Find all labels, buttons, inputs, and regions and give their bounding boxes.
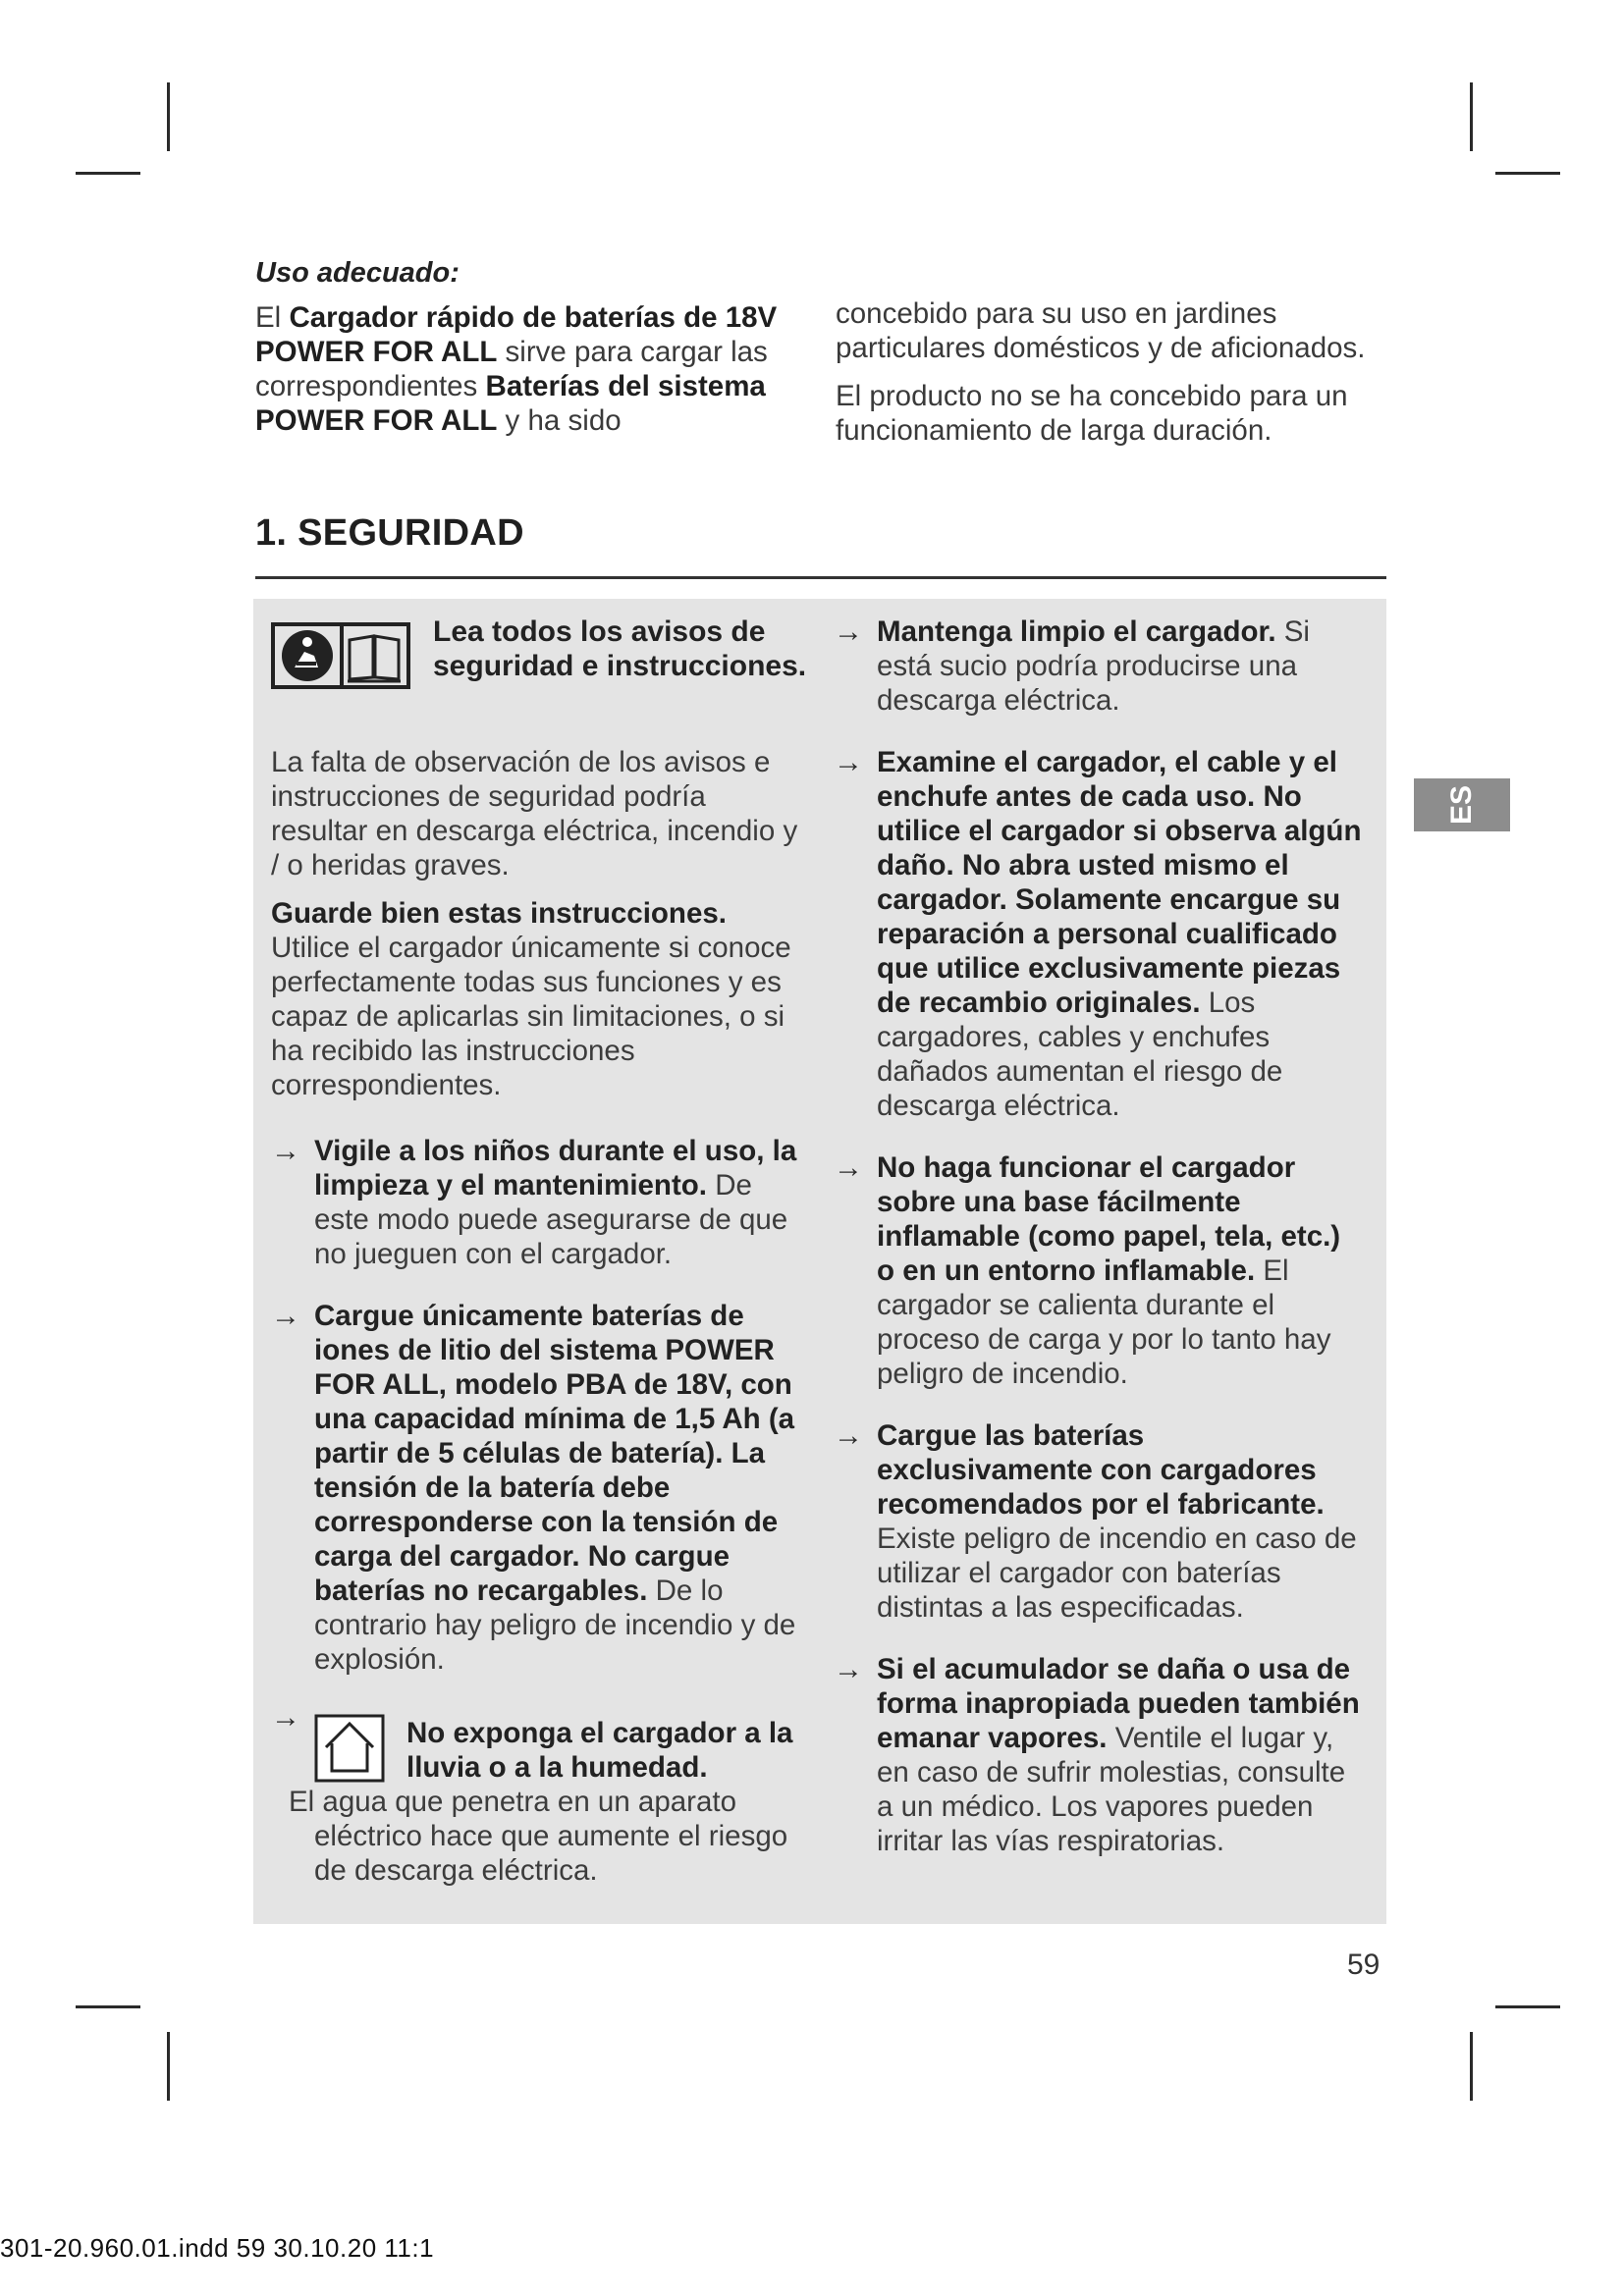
crop-mark	[76, 2005, 140, 2008]
arrow-icon: →	[834, 1151, 863, 1184]
arrow-icon: →	[271, 1701, 300, 1734]
intro-paragraph: El producto no se ha concebido para un funcionamiento de larga duración.	[836, 380, 1348, 447]
crop-mark	[76, 172, 140, 175]
warning-paragraph: La falta de observación de los avisos e instrucciones de seguridad podría resultar en descarga eléctrica, incendio y / o heridas graves.	[271, 746, 798, 881]
intro-paragraph: El Cargador rápido de baterías de 18V POWER FOR ALL sirve para cargar las correspondientes Baterías del sistema POWER FOR ALL y ha sido	[255, 301, 778, 437]
arrow-icon: →	[271, 1135, 300, 1167]
warning-title: Lea todos los avisos de seguridad e instrucciones.	[433, 615, 807, 682]
crop-mark	[1470, 2032, 1473, 2101]
intro-paragraph: concebido para su uso en jardines particulares domésticos y de aficionados.	[836, 297, 1366, 364]
read-instructions-warning	[271, 614, 809, 727]
rain-warning-title: No exponga el cargador a la lluvia o a la humedad.	[406, 1717, 793, 1784]
manual-icons	[271, 622, 410, 697]
page-number: 59	[1347, 1949, 1380, 1981]
safety-left-column	[271, 614, 809, 1888]
safety-item: → No haga funcionar el cargador sobre una base fácilmente inflamable (como papel, tela, etc.) o en un entorno inflamable. El cargador se calienta durante el proceso de carga y por lo tanto hay peligro de incendio.	[834, 1151, 1341, 1390]
print-footer: 301-20.960.01.indd 59 30.10.20 11:1	[0, 2233, 435, 2263]
section-divider	[255, 576, 1386, 579]
arrow-icon: →	[834, 1653, 863, 1685]
keep-instructions-paragraph: Guarde bien estas instrucciones. Utilice el cargador únicamente si conoce perfectamente todas sus funciones y es capaz de aplicarlas sin limitaciones, o si ha recibido las instrucciones correspondientes.	[271, 897, 791, 1101]
arrow-icon: →	[834, 1419, 863, 1452]
safety-item: → Cargue únicamente baterías de iones de litio del sistema POWER FOR ALL, modelo PBA de 18V, con una capacidad mínima de 1,5 Ah (a partir de 5 células de batería). La tensión de la batería debe corresponderse con la tensión de carga del cargador. No cargue baterías no recargables. De lo contrario hay peligro de incendio y de explosión.	[271, 1300, 796, 1676]
safety-right-column	[834, 614, 1364, 1886]
arrow-icon: →	[271, 1300, 300, 1332]
rain-warning-item	[271, 1701, 809, 1888]
arrow-icon: →	[834, 746, 863, 778]
safety-item: → Mantenga limpio el cargador. Si está sucio podría producirse una descarga eléctrica.	[834, 615, 1310, 717]
intro-right-column	[836, 296, 1385, 461]
section-title: 1. SEGURIDAD	[255, 512, 524, 554]
intro-left-column	[255, 300, 805, 452]
language-tab: ES	[1414, 778, 1510, 831]
read-manual-icon	[271, 622, 410, 689]
rain-warning-text: El agua que penetra en un aparato eléctrico hace que aumente el riesgo de descarga eléctrica.	[289, 1786, 788, 1887]
intro-heading: Uso adecuado:	[255, 257, 460, 289]
crop-mark	[167, 2032, 170, 2101]
safety-item: → Vigile a los niños durante el uso, la limpieza y el mantenimiento. De este modo puede asegurarse de que no jueguen con el cargador.	[271, 1135, 797, 1270]
crop-mark	[1495, 172, 1560, 175]
arrow-icon: →	[834, 615, 863, 648]
crop-mark	[167, 82, 170, 151]
indoor-use-icon	[314, 1714, 385, 1783]
crop-mark	[1495, 2005, 1560, 2008]
safety-item: → Cargue las baterías exclusivamente con cargadores recomendados por el fabricante. Existe peligro de incendio en caso de utilizar el cargador con baterías distintas a las especificadas.	[834, 1419, 1357, 1624]
safety-item: → Examine el cargador, el cable y el enchufe antes de cada uso. No utilice el cargador si observa algún daño. No abra usted mismo el cargador. Solamente encargue su reparación a personal cualificado que utilice exclusivamente piezas de recambio originales. Los cargadores, cables y enchufes dañados aumentan el riesgo de descarga eléctrica.	[834, 746, 1362, 1122]
safety-item: → Si el acumulador se daña o usa de forma inapropiada pueden también emanar vapores. Ventile el lugar y, en caso de sufrir molestias, consulte a un médico. Los vapores pueden irritar las vías respiratorias.	[834, 1653, 1360, 1857]
crop-mark	[1470, 82, 1473, 151]
